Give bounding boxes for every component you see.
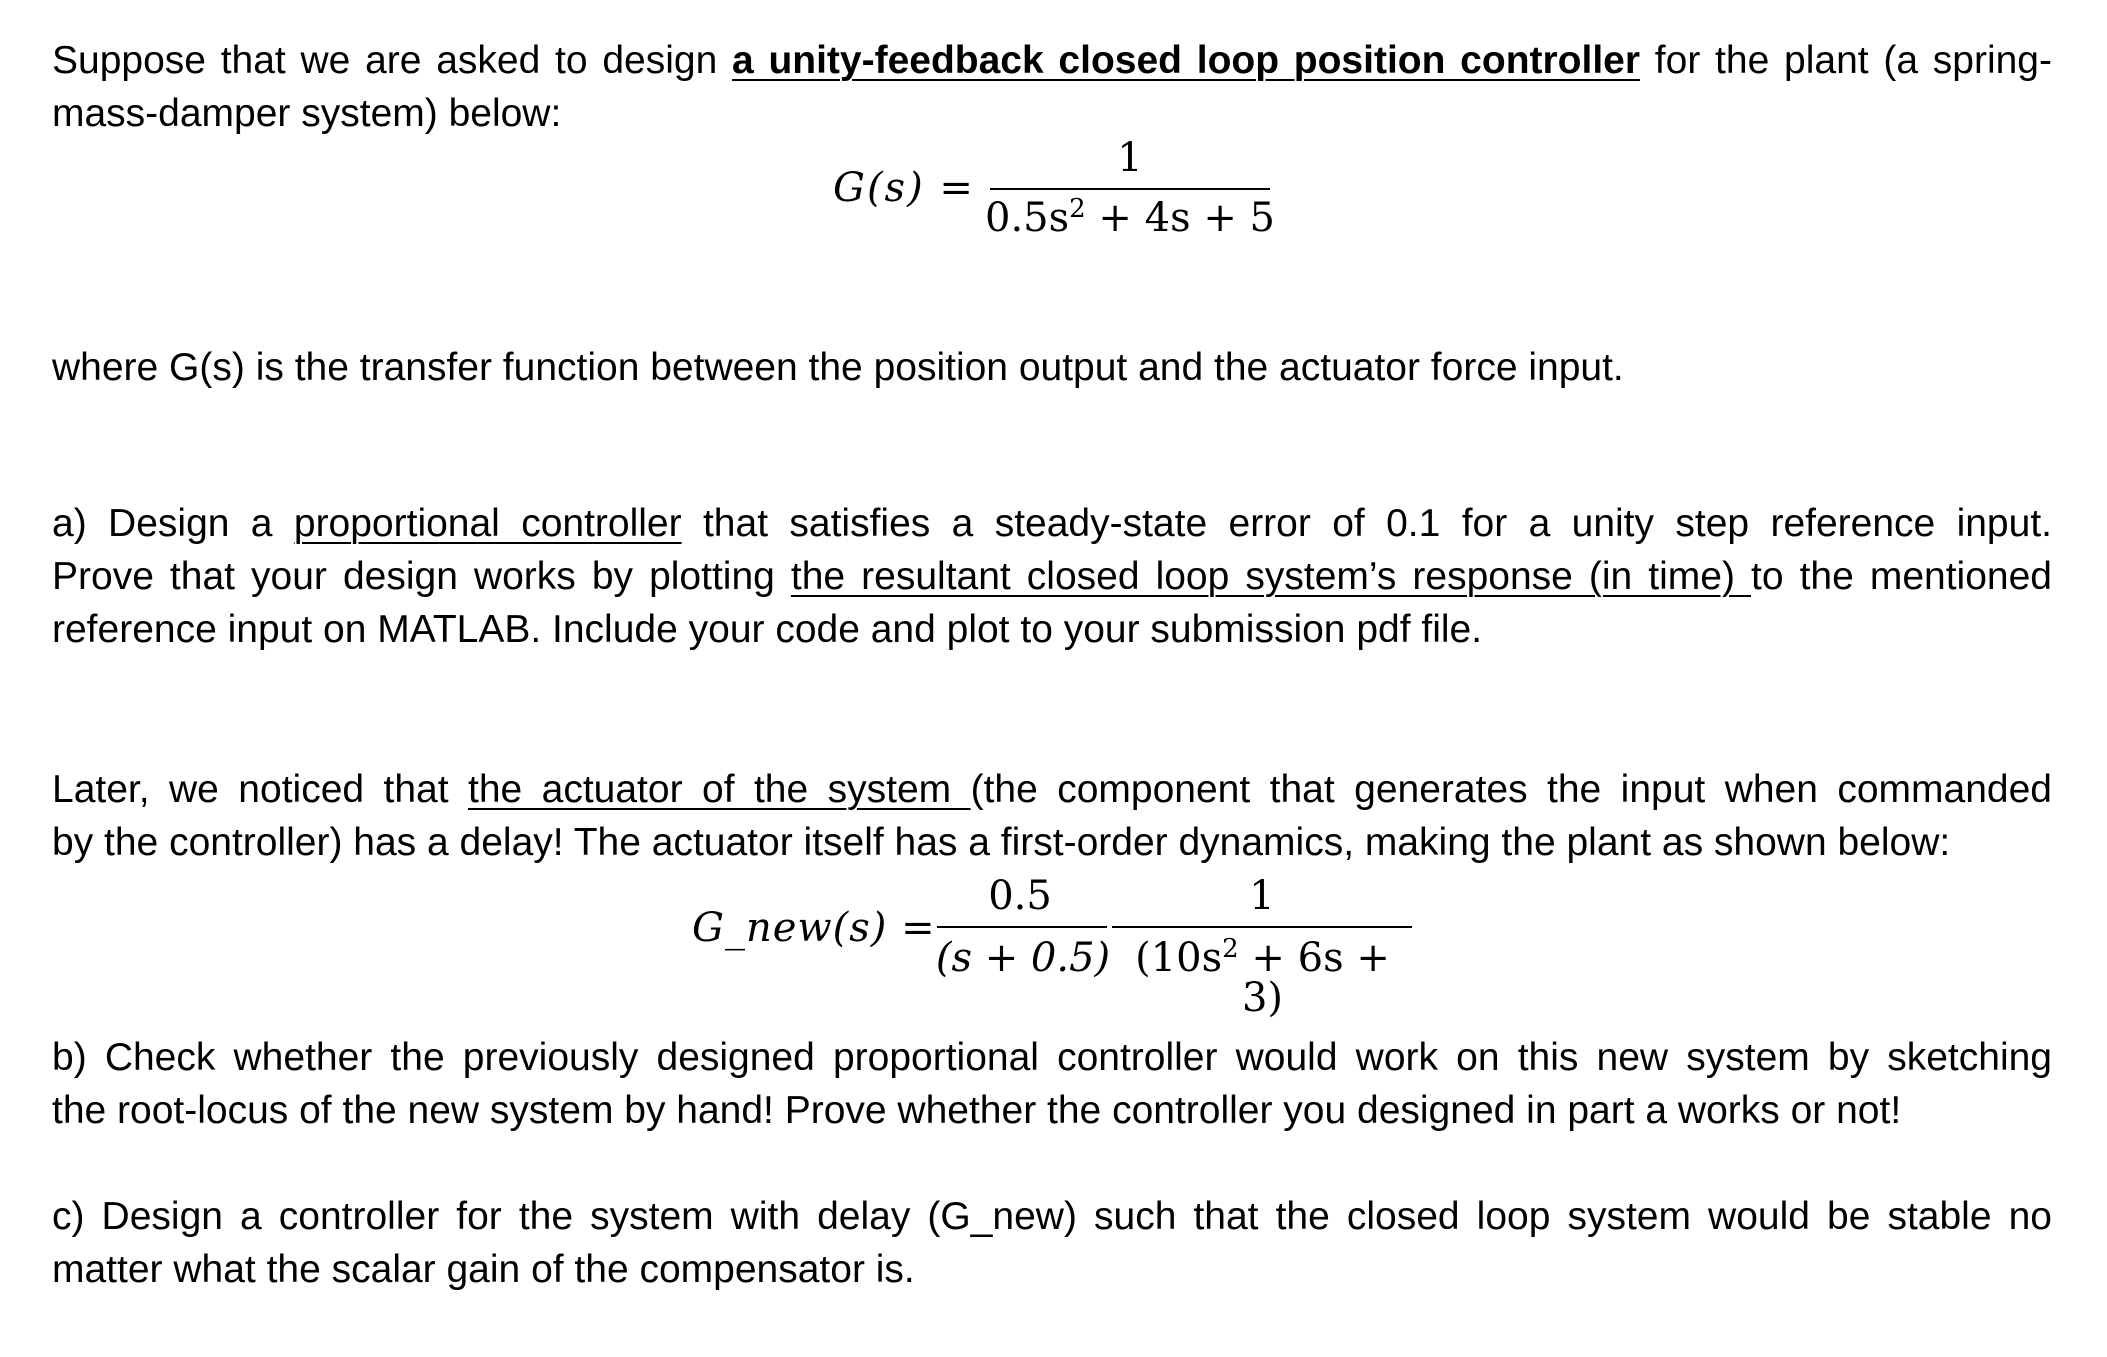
eq1-den-a: 0.5s xyxy=(985,195,1070,241)
part-c-line-1: c) Design a controller for the system with delay (G_new) such that the closed loop system would be stable no xyxy=(52,1195,2052,1238)
part-a-mid: that satisfies a steady-state error of 0.1 for a unity step reference input. xyxy=(681,502,2052,545)
eq2-num1: 0.5 xyxy=(988,873,1052,919)
later-line-2: by the controller) has a delay! The actuator itself has a first-order dynamics, making the plant as shown below: xyxy=(52,821,1951,864)
eq1-lhs: G(s) = xyxy=(833,165,975,211)
eq1-denominator xyxy=(985,194,1276,241)
intro-line-2: mass-damper system) below: xyxy=(52,92,562,135)
part-c-line-2: matter what the scalar gain of the compensator is. xyxy=(52,1248,915,1291)
part-b-line-2: the root-locus of the new system by hand! Prove whether the controller you designed in part a works or not! xyxy=(52,1089,1902,1132)
later-line-1 xyxy=(52,763,2052,816)
part-b-paragraph xyxy=(52,1031,2052,1137)
eq2-fraction-bar-2 xyxy=(1112,926,1412,928)
part-a-line-1 xyxy=(52,497,2052,550)
part-a-line2-after: to the mentioned xyxy=(1751,555,2052,598)
intro-text-before: Suppose that we are asked to design xyxy=(52,39,733,82)
later-before: Later, we noticed that xyxy=(52,768,468,811)
where-line: where G(s) is the transfer function between the position output and the actuator force input. xyxy=(52,346,1624,389)
eq2-den2-exp: 2 xyxy=(1222,934,1239,964)
later-underline: the actuator of the system xyxy=(468,768,971,811)
eq2-den2 xyxy=(1110,934,1415,1021)
later-paragraph xyxy=(52,763,2052,869)
part-a-line-3: reference input on MATLAB. Include your code and plot to your submission pdf file. xyxy=(52,608,1483,651)
part-a-line-2 xyxy=(52,550,2052,603)
intro-line-1 xyxy=(52,34,2052,87)
eq1-den-exp: 2 xyxy=(1069,194,1086,224)
eq2-lhs: G_new(s) = xyxy=(692,905,936,951)
intro-text-after: for the plant (a spring- xyxy=(1640,39,2052,82)
eq2-num2: 1 xyxy=(1249,873,1275,919)
eq1-fraction-bar xyxy=(990,188,1270,190)
part-a-underline-2: the resultant closed loop system’s response (in time) xyxy=(790,555,1751,598)
part-b-line-1: b) Check whether the previously designed proportional controller would work on this new system by sketching xyxy=(52,1036,2052,1079)
part-c-paragraph xyxy=(52,1190,2052,1296)
later-after: (the component that generates the input when commanded xyxy=(970,768,2052,811)
where-paragraph xyxy=(52,341,2052,394)
eq1-den-b: + 4s + 5 xyxy=(1085,195,1276,241)
eq1-numerator: 1 xyxy=(1117,135,1143,181)
part-a-line2-before: Prove that your design works by plotting xyxy=(52,555,791,598)
eq2-fraction-bar-1 xyxy=(937,926,1107,928)
intro-paragraph xyxy=(52,34,2052,140)
eq2-den2-a: (10s xyxy=(1135,935,1223,981)
eq2-den1-text: (s + 0.5) xyxy=(935,935,1111,981)
eq2-den2-b: + 6s + 3) xyxy=(1238,935,1390,1021)
part-a-paragraph xyxy=(52,497,2052,656)
intro-emphasis: a unity-feedback closed loop position controller xyxy=(732,39,1641,82)
part-a-prefix: a) Design a xyxy=(52,502,294,545)
part-a-underline-1: proportional controller xyxy=(293,502,682,545)
eq2-den1 xyxy=(932,935,1114,981)
